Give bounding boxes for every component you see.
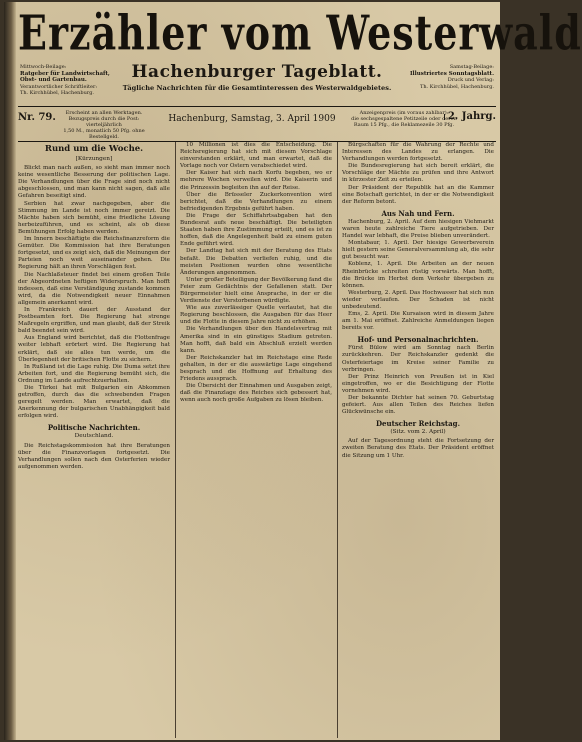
right-masthead-notes — [402, 64, 494, 90]
right-note: Th. Kirchhübel, Hachenburg. — [420, 83, 494, 90]
reichstag-text: Auf der Tagesordnung steht die Fortsetzung der zweiten Beratung des Etats. Der Präsident eröffnet die Sitzung um 1 Uhr. — [342, 438, 494, 459]
newspaper-subtitle: Hachenburger Tageblatt. — [131, 62, 383, 82]
subscription-line: 1,50 M., monatlich 50 Pfg. ohne Bestellgeld. — [63, 128, 145, 140]
article-paragraph: Im Innern beschäftigte die Reichsfinanzreform die Gemüter. Die Kommission hat ihre Beratungen fortgesetzt, und es zeigt sich, daß die Meinungen der Parteien noch weit auseinander gehen. Die Regierung hält an ihren Vorschlägen fest. — [18, 236, 170, 271]
article-paragraph: Wie aus zuverlässiger Quelle verlautet, hat die Regierung beschlossen, die Ausgaben für das Heer und die Flotte in diesem Jahre nicht zu erhöhen. — [180, 305, 332, 326]
newspaper-tagline: Tägliche Nachrichten für die Gesamtinteressen des Westerwaldgebietes. — [122, 84, 392, 92]
article-paragraph: Bürgschaften für die Wahrung der Rechte und Interessen des Landes zu erlangen. Die Verhandlungen werden fortgesetzt. — [342, 142, 494, 163]
article-paragraph: In Rußland ist die Lage ruhig. Die Duma setzt ihre Arbeiten fort, und die Regierung bemüht sich, die Ordnung im Lande aufrechtzuerhalten. — [18, 363, 170, 384]
article-subheading: [Kürzungen] — [75, 156, 113, 162]
article-paragraph: Die Frage der Schiffahrtsabgaben hat den Bundesrat aufs neue beschäftigt. Die beteiligten Staaten haben ihre Zustimmung erteilt, und es ist zu hoffen, daß die Angelegenheit bald zu einem guten Ende geführt wird. — [180, 212, 332, 248]
article-paragraph: Der Reichskanzler hat im Reichstage eine Rede gehalten, in der er die auswärtige Lage eingehend besprach und die Hoffnung auf Erhaltung des Friedens aussprach. — [180, 354, 332, 383]
volume-year: 2. Jahrg. — [444, 114, 496, 120]
right-note: Druck und Verlag: — [447, 77, 494, 83]
article-columns — [18, 142, 496, 738]
reichstag-heading: Deutscher Reichstag. — [375, 419, 461, 429]
newspaper-title: Erzähler vom Westerwald — [18, 4, 582, 61]
article-paragraph: Die Verhandlungen über den Handelsvertrag mit Amerika sind in ein günstiges Stadium getreten. Man hofft, daß bald ein Abschluß erzielt werden kann. — [180, 326, 332, 354]
article-paragraph: 10 Millionen ist dies die Entscheidung. Die Reichsregierung hat sich mit diesem Vorschlage einverstanden erklärt, und man erwartet, daß die Vorlage noch vor Ostern verabschiedet wird. — [180, 142, 332, 170]
column-3 — [342, 142, 494, 738]
personal-news-item: Fürst Bülow wird am Sonntag nach Berlin zurückkehren. Der Reichskanzler gedenkt die Osterfeiertage im Kreise seiner Familie zu verbringen. — [342, 345, 494, 373]
section-heading: Politische Nachrichten. — [47, 423, 141, 433]
binding-gutter — [4, 2, 16, 740]
article-paragraph: Der Kaiser hat sich nach Korfu begeben, wo er mehrere Wochen verweilen wird. Die Kaiserin und die Prinzessin begleiten ihn auf der Reise. — [180, 170, 332, 191]
local-news-item: Ems, 2. April. Die Kursaison wird in diesem Jahre am 1. Mai eröffnet. Zahlreiche Anmeldungen liegen bereits vor. — [342, 311, 494, 332]
article-paragraph: Die Übersicht der Einnahmen und Ausgaben zeigt, daß die Finanzlage des Reiches sich gebessert hat, wenn auch noch große Aufgaben zu lösen bleiben. — [180, 383, 332, 404]
personal-news-item: Der Prinz Heinrich von Preußen ist in Kiel eingetroffen, wo er die Besichtigung der Flotte vornehmen wird. — [342, 373, 494, 394]
article-paragraph: Der Landtag hat sich mit der Beratung des Etats befaßt. Die Debatten verliefen ruhig, und die meisten Positionen wurden ohne wesentliche Änderungen angenommen. — [180, 248, 332, 276]
issue-info-bar — [18, 106, 496, 142]
article-paragraph: Die Bundesregierung hat sich bereit erklärt, die Vorschläge der Mächte zu prüfen und ihre Antwort in kürzester Zeit zu erteilen. — [342, 163, 494, 184]
article-paragraph: Über die Brüsseler Zuckerkonvention wird berichtet, daß die Verhandlungen zu einem befriedigenden Ergebnis geführt haben. — [180, 191, 332, 212]
article-paragraph: Aus England wird berichtet, daß die Flottenfrage weiter lebhaft erörtert wird. Die Regierung hat erklärt, daß sie alles tun werde, um die Überlegenheit der britischen Flotte zu sichern. — [18, 335, 170, 363]
newspaper-page — [4, 2, 582, 740]
local-news-item: Hachenburg, 2. April. Auf dem hiesigen Viehmarkt waren heute zahlreiche Tiere aufgetrieben. Der Handel war lebhaft, die Preise blieben unverändert. — [342, 218, 494, 240]
left-masthead-notes — [20, 64, 112, 97]
column-divider — [175, 142, 176, 738]
article-paragraph: Die Reichstagskommission hat ihre Beratungen über die Finanzvorlagen fortgesetzt. Die Verhandlungen sollen nach den Osterferien wieder aufgenommen werden. — [18, 442, 170, 470]
advertising-line: die sechsgespaltene Petitzeile oder deren — [351, 116, 457, 122]
article-paragraph: Blickt man nach außen, so sieht man immer noch keine wesentliche Besserung der politischen Lage. Die Verhandlungen über die Frage sind noch nicht abgeschlossen, und man kann nicht sagen, daß alle Gefahren beseitigt sind. — [18, 165, 170, 200]
masthead-subrow — [18, 62, 496, 106]
left-note: Mittwoch-Beilage: — [20, 64, 67, 70]
local-news-heading: Aus Nah und Fern. — [381, 208, 455, 218]
left-note: Ratgeber für Landwirtschaft, Obst- und Gartenbau. — [20, 70, 110, 83]
issue-number: Nr. 79. — [18, 112, 56, 123]
column-divider — [337, 142, 338, 738]
article-paragraph: Unter großer Beteiligung der Bevölkerung fand die Feier zum Gedächtnis der Gefallenen statt. Der Bürgermeister hielt eine Ansprache, in der er die Verdienste der Verstorbenen würdigte. — [180, 276, 333, 305]
article-paragraph: Die Türkei hat mit Bulgarien ein Abkommen getroffen, durch das die schwebenden Fragen geregelt werden. Man erwartet, daß die Anerkennung der bulgarischen Unabhängigkeit bald erfolgen wird. — [18, 385, 170, 420]
advertising-line: Anzeigenpreis (im voraus zahlbar): — [359, 110, 449, 116]
local-news-item: Koblenz, 1. April. Die Arbeiten an der neuen Rheinbrücke schreiten rüstig vorwärts. Man hofft, die Brücke im Herbst dem Verkehr übergeben zu können. — [342, 261, 494, 289]
personal-news-item: Der bekannte Dichter hat seinen 70. Geburtstag gefeiert. Aus allen Teilen des Reiches liefen Glückwünsche ein. — [342, 395, 494, 416]
right-note: Illustriertes Sonntagsblatt. — [409, 70, 494, 77]
masthead — [18, 4, 582, 62]
reichstag-subheading: (Sitz. vom 2. April) — [390, 429, 446, 436]
left-note: Th. Kirchhübel, Hachenburg. — [20, 90, 94, 96]
article-paragraph: Der Präsident der Republik hat an die Kammer eine Botschaft gerichtet, in der er die Notwendigkeit der Reform betont. — [342, 184, 494, 205]
right-note: Samstag-Beilage: — [449, 64, 494, 70]
article-heading: Rund um die Woche. — [44, 144, 144, 154]
subscription-line: Erscheint an allen Werktagen. — [65, 110, 143, 116]
subscription-line: Bezugspreis durch die Post: vierteljährlich — [68, 116, 140, 128]
subscription-box — [54, 110, 154, 140]
dateline: Hachenburg, Samstag, 3. April 1909 — [168, 114, 336, 124]
section-subheading: Deutschland. — [74, 433, 114, 440]
column-1 — [18, 142, 170, 738]
article-paragraph: Die Nachlaßsteuer findet bei einem großen Teile der Abgeordneten heftigen Widerspruch. Man hofft indessen, daß eine Verständigung zustande kommen wird, da die Notwendigkeit neuer Einnahmen allgemein anerkannt wird. — [18, 271, 170, 306]
local-news-item: Westerburg, 2. April. Das Hochwasser hat sich nun wieder verlaufen. Der Schaden ist nicht unbedeutend. — [342, 289, 494, 310]
advertising-line: Raum 15 Pfg., die Reklamezeile 30 Pfg. — [353, 122, 455, 128]
local-news-item: Montabaur, 1. April. Der hiesige Gewerbeverein hielt gestern seine Generalversammlung ab, die sehr gut besucht war. — [342, 240, 494, 261]
column-2 — [180, 142, 332, 738]
personal-news-heading: Hof- und Personalnachrichten. — [357, 335, 479, 345]
article-paragraph: Serbien hat zwar nachgegeben, aber die Stimmung im Lande ist noch immer gereizt. Die Mächte haben sich bemüht, eine friedliche Lösung herbeizuführen, und es scheint, als ob diese Bemühungen Erfolg haben werden. — [18, 200, 170, 235]
left-note: Verantwortlicher Schriftleiter: — [20, 83, 98, 90]
article-paragraph: In Frankreich dauert der Ausstand der Postbeamten fort. Die Regierung hat strenge Maßregeln ergriffen, und man glaubt, daß der Streik bald beendet sein wird. — [18, 306, 170, 335]
